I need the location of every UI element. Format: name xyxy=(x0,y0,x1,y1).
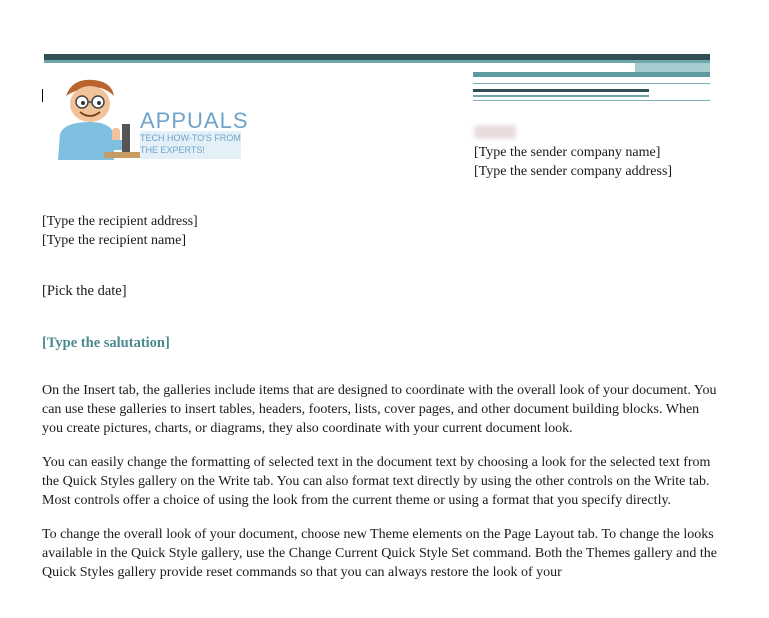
salutation-field[interactable]: [Type the salutation] xyxy=(42,335,170,351)
sender-company-address-field[interactable]: [Type the sender company address] xyxy=(474,164,673,179)
letter-body xyxy=(42,381,722,597)
body-paragraph[interactable]: On the Insert tab, the galleries include items that are designed to coordinate with the overall look of your document. You can use these galleries to insert tables, headers, footers, lists, cover pages, and other document building blocks. When you create pictures, charts, or diagrams, they also coordinate with your current document look. xyxy=(42,383,717,436)
text-cursor xyxy=(42,89,43,102)
date-picker-field[interactable]: [Pick the date] xyxy=(42,283,127,299)
header-decoration xyxy=(473,63,710,103)
sender-company-name-field[interactable]: [Type the sender company name] xyxy=(474,145,661,160)
redacted-sender-name xyxy=(474,125,516,139)
sender-block xyxy=(474,143,672,181)
mascot-icon xyxy=(52,74,144,162)
logo-tagline-line-2: THE EXPERTS! xyxy=(140,145,205,155)
body-paragraph[interactable]: You can easily change the formatting of selected text in the document text by choosing a look for the selected text from the Quick Styles gallery on the Write tab. You can also format text directly by using the other controls on the Write tab. Most controls offer a choice of using the look from the current theme or using a format that you specify directly. xyxy=(42,455,711,508)
recipient-address-field[interactable]: [Type the recipient address] xyxy=(42,214,198,229)
logo-tagline xyxy=(140,132,241,156)
recipient-name-field[interactable]: [Type the recipient name] xyxy=(42,233,187,248)
logo-name: APPUALS xyxy=(140,108,249,133)
body-paragraph[interactable]: To change the overall look of your document, choose new Theme elements on the Page Layout tab. To change the looks available in the Quick Style gallery, use the Change Current Quick Style Set command. Both the Themes gallery and the Quick Styles gallery provide reset commands so that you can always restore the look of your xyxy=(42,527,717,580)
logo-tagline-line-1: TECH HOW-TO'S FROM xyxy=(140,133,241,143)
recipient-block xyxy=(42,212,198,250)
